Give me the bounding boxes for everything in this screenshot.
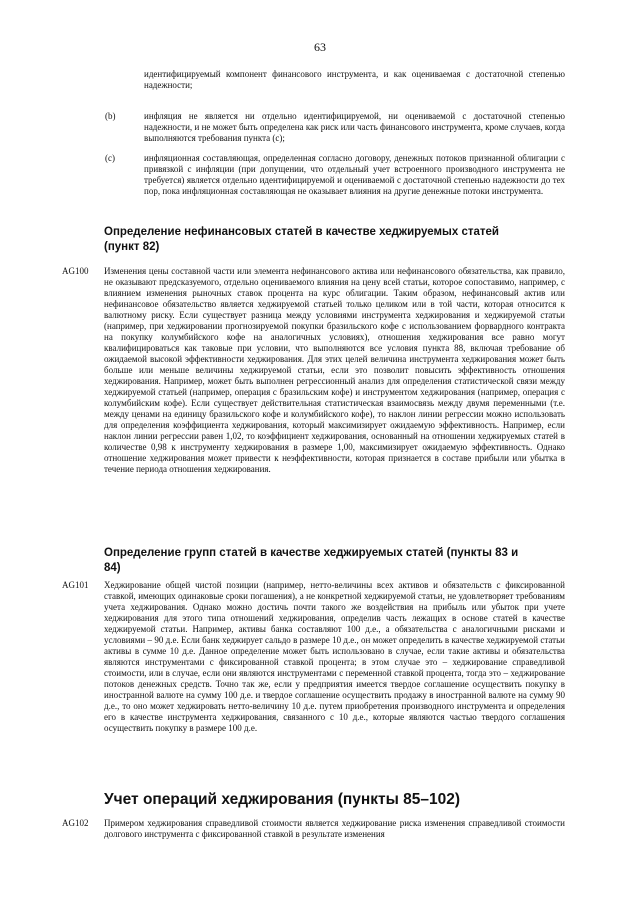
paragraph-text: Изменения цены составной части или элемента нефинансового актива или нефинансового обязательства, как правило, не оказывают предсказуемого, отдельно оцениваемого влияния на цену всей статьи, которое сопоставимо, например, с влиянием изменения рыночных ставок процента на курс облигации. Таким образом, нефинансовый актив или нефинансовое обязательство является хеджируемой статьей только целиком или в той части, которая относится к валютному риску. Если существует разница между условиями инструмента хеджирования и хеджируемой статьи (например, при хеджировании прогнозируемой покупки бразильского кофе с использованием форвардного контракта на покупку колумбийского кофе на аналогичных условиях), отношения хеджирования все равно могут квалифицироваться как таковые при условии, что выполняются все условия пункта 88, включая требование об ожидаемой высокой эффективности хеджирования. Для этих целей величина инструмента хеджирования может быть больше или меньше величины хеджируемой статьи, если это позволит повысить эффективность отношения хеджирования. Например, может быть выполнен регрессионный анализ для определения статистической связи между хеджируемой статьей (например, операция с бразильским кофе) и инструментом хеджирования (например, операция с колумбийским кофе). Если существует действительная статистическая взаимосвязь между двумя переменными (т.е. между ценами на единицу бразильского кофе и колумбийского кофе), то наклон линии регрессии можно использовать для определения коэффициента хеджирования, который максимизирует ожидаемую эффективность. Например, если наклон линии регрессии равен 1,02, то коэффициент хеджирования, основанный на отношении хеджируемых статей в количестве 0,98 к инструменту хеджирования в размере 1,00, максимизирует ожидаемую эффективность. Однако отношение хеджирования может привести к неэффективности, которая признается в составе прибыли или убытка в течение периода отношения хеджирования. xyxy=(104,266,565,474)
list-item-text: инфляционная составляющая, определенная согласно договору, денежных потоков признанной облигации с привязкой с инфляции (при допущении, что отдельный учет встроенного производного инструмента не требуется) является отдельно идентифицируемой и оцениваемой с достаточной степенью надежности до тех пор, пока инфляционная составляющая не оказывает влияния на другие денежные потоки инструмента. xyxy=(144,153,565,196)
list-continuation-text: идентифицируемый компонент финансового инструмента, и как оцениваемая с достаточной степенью надежности; xyxy=(144,69,565,90)
paragraph-label: AG101 xyxy=(62,580,89,590)
paragraph-label: AG100 xyxy=(62,266,89,276)
paragraph-label: AG102 xyxy=(62,818,89,828)
list-item-text: инфляция не является ни отдельно идентифицируемой, ни оцениваемой с достаточной степенью надежности, и не может быть определена как риск или часть финансового инструмента, кроме случаев, когда выполняются требования пункта (с); xyxy=(144,111,565,143)
section-heading-major: Учет операций хеджирования (пункты 85–102) xyxy=(104,791,461,808)
section-heading: Определение групп статей в качестве хеджируемых статей (пункты 83 и 84) xyxy=(104,547,519,574)
page-number: 63 xyxy=(314,40,326,54)
list-item-letter: (с) xyxy=(105,153,115,163)
paragraph-text: Хеджирование общей чистой позиции (например, нетто-величины всех активов и обязательств с фиксированной ставкой, имеющих одинаковые сроки погашения), а не конкретной хеджируемой статьи, не удовлетворяет требованиям учета хеджирования. Однако можно достичь почти такого же воздействия на прибыль или убыток при учете хеджирования для этого типа отношений хеджирования, определив часть лежащих в основе статей в качестве хеджируемой статьи. Например, активы банка составляют 100 д.е., а обязательства с аналогичными рисками и условиями – 90 д.е. Если банк хеджирует сальдо в размере 10 д.е., он может определить в качестве хеджируемой статьи активы в сумме 10 д.е. Данное определение может быть использовано в случае, если такие активы и обязательства являются инструментами с фиксированной ставкой процента; в этом случае это – хеджирование справедливой стоимости, или в случае, если они являются инструментами с переменной ставкой процента, тогда это – хеджирование потоков денежных средств. Точно так же, если у предприятия имеется твердое соглашение осуществить покупку в иностранной валюте на сумму 100 д.е. и твердое соглашение осуществить продажу в иностранной валюте на сумму 90 д.е., то оно может хеджировать нетто-величину 10 д.е. путем приобретения производного инструмента и определения его в качестве инструмента хеджирования, связанного с 10 д.е., которые являются частью твердого соглашения осуществить покупку в размере 100 д.е. xyxy=(104,580,565,733)
section-heading: Определение нефинансовых статей в качестве хеджируемых статей (пункт 82) xyxy=(104,226,499,253)
list-item-letter: (b) xyxy=(105,111,116,121)
paragraph-text: Примером хеджирования справедливой стоимости является хеджирование риска изменения справедливой стоимости долгового инструмента с фиксированной ставкой в результате изменения xyxy=(104,818,565,839)
